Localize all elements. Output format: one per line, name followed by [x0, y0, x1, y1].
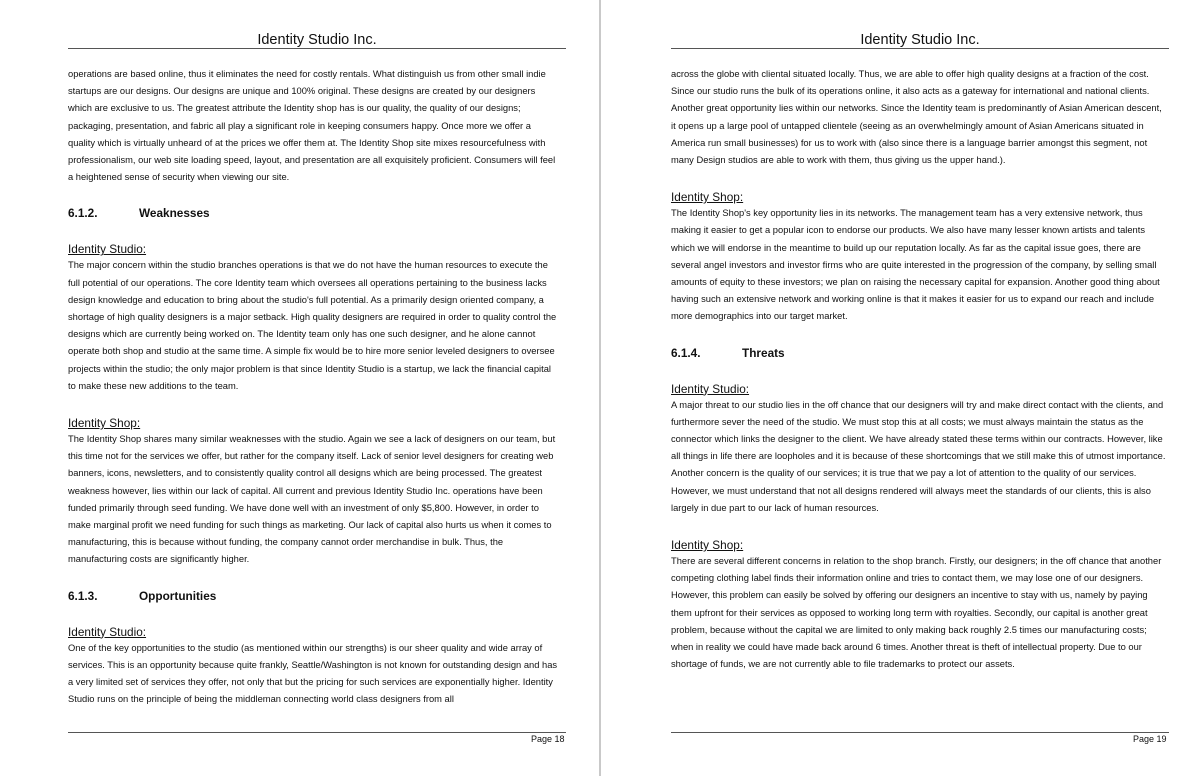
page-header: Identity Studio Inc.: [257, 32, 377, 48]
intro-paragraph: across the globe with cliental situated locally. Thus, we are able to offer high quality designs at a fraction of the cost. Since our studio runs the bulk of its operations online, it also acts as a gateway for international and national clients. Another great opportunity lies within our networks. Since the Identity team is predominantly of Asian American descent, it opens up a large pool of untapped clientele (seeing as an overwhelmingly amount of Asian Americans situated in America run small businesses) for us to work with (also since there is a language barrier amongst this segment, not many Design studios are able to work with them, thus giving us the upper hand.).: [671, 69, 1162, 166]
intro-paragraph: operations are based online, thus it eliminates the need for costly rentals. What distinguish us from other small indie startups are our designs. Our designs are unique and 100% original. These designs are created by our designers which are exclusive to us. The greatest attribute the Identity shop has is our quality, the quality of our designs; packaging, presentation, and fabric all play a significant role in keeping consumers happy. Once more we offer a quality which is virtually unheard of at the prices we offer them at. The Identity Shop site mixes resourcefulness with professionalism, our web site loading speed, layout, and presentation are all exquisitely proficient. Consumers will feel a heightened sense of security when viewing our site.: [68, 69, 556, 183]
paragraph-studio-weaknesses: The major concern within the studio branches operations is that we do not have the human resources to execute the full potential of our operations. The core Identity team which oversees all operations pertaining to the business lacks design knowledge and education to bring about the studio's full potential. As a primarily design oriented company, a shortage of high quality designers is a major setback. High quality designers are required in order to quality control the designs which are currently being worked on. The Identity team only has one such designer, and he alone cannot operate both shop and studio at the same time. A simple fix would be to hire more senior leveled designers to oversee projects within the studio; the only major problem is that since Identity Studio is a startup, we lack the financial capital to make these new additions to the team.: [68, 260, 557, 391]
section-title: Opportunities: [139, 588, 217, 603]
subheading-identity-shop: Identity Shop:: [68, 416, 141, 431]
section-heading-opportunities: [68, 588, 560, 604]
paragraph-studio-opportunities: One of the key opportunities to the studio (as mentioned within our strengths) is our sheer quality and wide array of services. This is an opportunity because quite frankly, Seattle/Washington is not known for outstanding design and has a very limited set of services they offer, not only that but the pricing for such services are exponentially higher. Identity Studio runs on the principle of being the middleman connecting world class designers from all: [68, 642, 558, 705]
subheading-identity-studio: Identity Studio:: [671, 381, 750, 396]
footer-rule: [68, 732, 566, 733]
page-19: [601, 0, 1200, 776]
page-header: Identity Studio Inc.: [860, 32, 980, 48]
page-number: Page 18: [531, 734, 565, 744]
subheading-identity-studio: Identity Studio:: [68, 242, 147, 257]
page-number: Page 19: [1133, 734, 1167, 744]
section-number: 6.1.2.: [68, 206, 98, 221]
header-rule: [68, 48, 566, 49]
page-body: [671, 66, 1169, 673]
subheading-identity-studio: Identity Studio:: [68, 624, 147, 639]
subheading-identity-shop: Identity Shop:: [671, 190, 744, 205]
paragraph-shop-weaknesses: The Identity Shop shares many similar weaknesses with the studio. Again we see a lack of designers on our team, but this time not for the services we offer, but rather for the company itself. Lack of senior level designers for creating web banners, icons, newsletters, and to consistently quality control all designs which are being processed. The greatest weakness however, lies within our lack of capital. All current and previous Identity Studio Inc. operations have been funded primarily through seed funding. We have done well with an investment of only $5,800. However, in order to make marginal profit we need funding for such things as marketing. Our lack of capital also hurts us when it comes to manufacturing, this is because without funding, the company cannot order merchandise in bulk. Thus, the manufacturing costs are significantly higher.: [68, 434, 556, 565]
section-heading-weaknesses: [68, 205, 560, 221]
subheading-identity-shop: Identity Shop:: [671, 538, 744, 553]
section-title: Threats: [742, 345, 785, 360]
section-number: 6.1.3.: [68, 588, 98, 603]
page-body: [68, 66, 560, 708]
section-number: 6.1.4.: [671, 345, 701, 360]
paragraph-studio-threats: A major threat to our studio lies in the off chance that our designers will try and make direct contact with the clients, and furthermore sever the need of the studio. We must stop this at all costs; we must always maintain the status as the connector which links the designer to the client. We have already stated these terms within our contracts. However, like all things in life there are loopholes and it is because of these shortcomings that we still make this of utmost importance. Another concern is the quality of our services; it is true that we pay a lot of attention to the quality of our services. However, we must understand that not all designs rendered will always meet the standards of our clients, this is also largely in due part to our lack of human resources.: [671, 399, 1166, 513]
paragraph-shop-threats: There are several different concerns in relation to the shop branch. Firstly, our designers; in the off chance that another competing clothing label finds their information online and tries to contact them, we may lose one of our designers. However, this problem can easily be solved by offering our designers an incentive to stay with us, namely by paying them upfront for their services as opposed to working long term with royalties. Secondly, our capital is another great problem, because without the capital we are limited to only making back roughly 2.5 times our manufacturing costs; when in reality we could have made back around 6 times. Another threat is theft of intellectual property. Due to our shortage of funds, we are not currently able to file trademarks to protect our assets.: [671, 556, 1162, 670]
section-heading-threats: [671, 345, 1169, 361]
header-rule: [671, 48, 1169, 49]
section-title: Weaknesses: [139, 206, 210, 221]
paragraph-shop-opportunities: The Identity Shop's key opportunity lies in its networks. The management team has a very extensive network, thus making it easier to get a popular icon to endorse our products. We also have many lesser known artists and talents which we will endorse in the meantime to build up our reputation locally. As far as the capital issue goes, there are several angel investors and investor firms who are quite interested in the progression of the company, by selling small amounts of equity to these investors; we plan on raising the necessary capital for expansion. Another good thing about having such an extensive network and working online is that it makes it easier for us to expand our reach and include more demographics into our target market.: [671, 208, 1160, 322]
footer-rule: [671, 732, 1169, 733]
